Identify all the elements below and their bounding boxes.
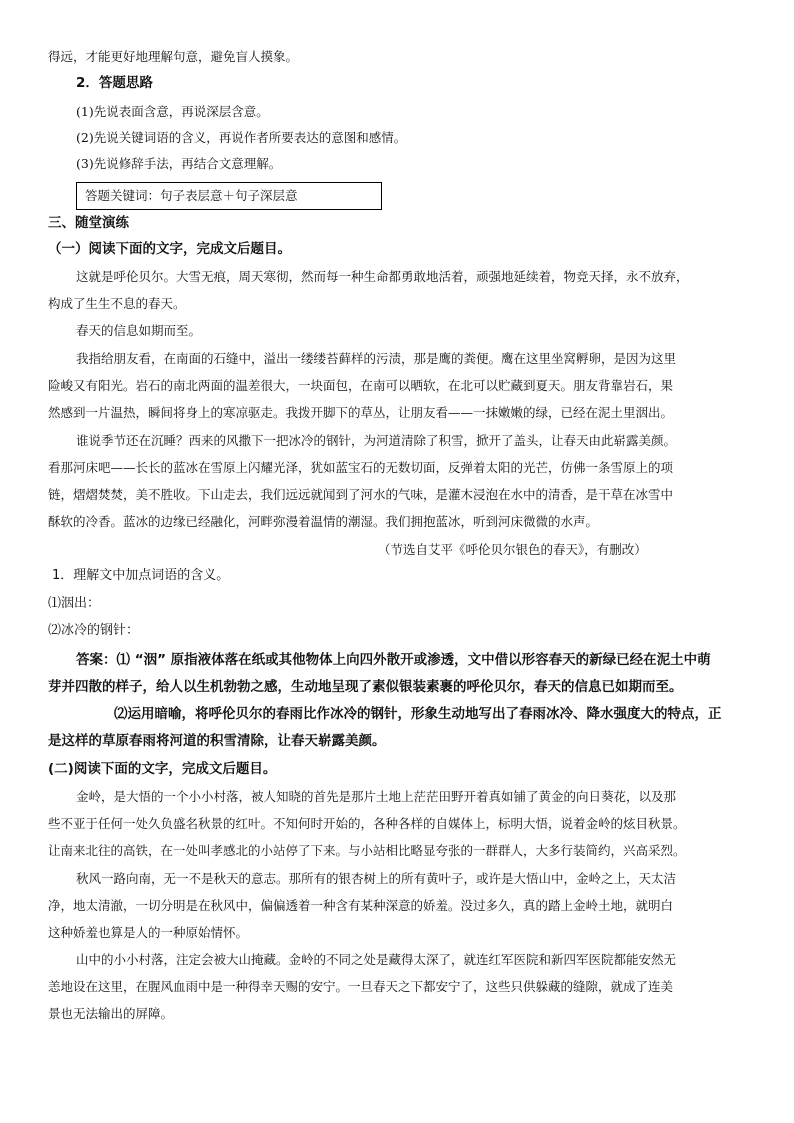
text-line: 得远，才能更好地理解句意，避免盲人摸象。	[48, 49, 299, 64]
text-line: (3)先说修辞手法，再结合文意理解。	[76, 156, 282, 171]
text-line: 险峻又有阳光。岩石的南北两面的温差很大，一块面包，在南可以晒软，在北可以贮藏到夏天。朋友背靠岩石，果	[48, 378, 674, 393]
section-heading: (二)阅读下面的文字，完成文后题目。	[48, 761, 277, 777]
question-item: ⑴洇出：	[48, 596, 101, 611]
keyword-box	[76, 182, 382, 210]
question-item: ⑵冰冷的钢针：	[48, 623, 140, 638]
question-title: 1．理解文中加点词语的含义。	[52, 568, 230, 583]
text-line: 这就是呼伦贝尔。大雪无痕，周天寒彻，然而每一种生命都勇敢地活着，顽强地延续着，物竞天择，永不放弃，	[76, 269, 689, 284]
text-line: 链，熠熠焚焚，美不胜收。下山走去，我们远远就闻到了河水的气味，是灌木浸泡在水中的清香，是干草在冰雪中	[48, 487, 674, 502]
text-line: 看那河床吧——长长的蓝冰在雪原上闪耀光泽，犹如蓝宝石的无数切面，反弹着太阳的光芒，仿佛一条雪原上的项	[48, 460, 674, 475]
source-citation: （节选自艾平《呼伦贝尔银色的春天》，有删改）	[378, 542, 647, 557]
text-line: 山中的小小村落，注定会被大山掩藏。金岭的不同之处是藏得太深了，就连红军医院和新四军医院都能安然无	[76, 952, 677, 967]
section-heading: （一）阅读下面的文字，完成文后题目。	[48, 241, 291, 257]
text-line: 恙地设在这里，在腥风血雨中是一种得幸天赐的安宁。一旦春天之下都安宁了，这些只供躲藏的缝隙，就成了连美	[48, 979, 674, 994]
text-line: 这种娇羞也算是人的一种原始情怀。	[48, 925, 249, 940]
section-heading: 2．答题思路	[76, 75, 153, 91]
text-line: 我指给朋友看，在南面的石缝中，溢出一缕缕苔藓样的污渍，那是鹰的粪便。鹰在这里坐窝孵卵，是因为这里	[76, 351, 677, 366]
answer-line: 答案：⑴ “洇” 原指液体落在纸或其他物体上向四外散开或渗透，文中借以形容春天的新绿已经在泥土中萌	[76, 652, 711, 668]
text-line: (1)先说表面含意，再说深层含意。	[76, 104, 269, 119]
answer-line: 芽并四散的样子，给人以生机勃勃之感，生动地呈现了素似银装素裹的呼伦贝尔，春天的信息已如期而至。	[48, 679, 683, 695]
text-line: 谁说季节还在沉睡？西来的风撒下一把冰冷的钢针，为河道清除了积雪，掀开了盖头，让春天由此崭露美颜。	[76, 433, 677, 448]
text-line: 让南来北往的高铁，在一处叫孝感北的小站停了下来。与小站相比略显夸张的一群群人，大多行装简约，兴高采烈。	[48, 843, 686, 858]
text-line: 春天的信息如期而至。	[76, 323, 202, 338]
text-line: 景也无法输出的屏障。	[48, 1006, 174, 1021]
answer-line: ⑵运用暗喻，将呼伦贝尔的春雨比作冰冷的钢针，形象生动地写出了春雨冰冷、降水强度大的特点，正	[114, 706, 722, 722]
answer-line: 是这样的草原春雨将河道的积雪清除，让春天崭露美颜。	[48, 733, 386, 749]
section-heading: 三、随堂演练	[48, 215, 129, 231]
keyword-text: 答题关键词：句子表层意＋句子深层意	[85, 188, 298, 203]
text-line: 些不亚于任何一处久负盛名秋景的红叶。不知何时开始的，各种各样的自媒体上，标明大悟，说着金岭的炫目秋景。	[48, 816, 686, 831]
text-line: 酥软的冷香。蓝冰的边缘已经融化，河畔弥漫着温情的潮湿。我们拥抱蓝冰，听到河床微微的水声。	[48, 514, 599, 529]
text-line: 净，地太清澈，一切分明是在秋风中，偏偏透着一种含有某种深意的娇羞。没过多久，真的踏上金岭土地，就明白	[48, 898, 674, 913]
text-line: 构成了生生不息的春天。	[48, 296, 186, 311]
text-line: 秋风一路向南，无一不是秋天的意志。那所有的银杏树上的所有黄叶子，或许是大悟山中，金岭之上，天太洁	[76, 871, 677, 886]
text-line: 金岭，是大悟的一个小小村落，被人知晓的首先是那片土地上茫茫田野开着真如铺了黄金的向日葵花，以及那	[76, 789, 677, 804]
text-line: (2)先说关键词语的含义，再说作者所要表达的意图和感情。	[76, 130, 407, 145]
text-line: 然感到一片温热，瞬间将身上的寒凉驱走。我拨开脚下的草丛，让朋友看——一抹嫩嫩的绿，已经在泥土里洇出。	[48, 405, 674, 420]
